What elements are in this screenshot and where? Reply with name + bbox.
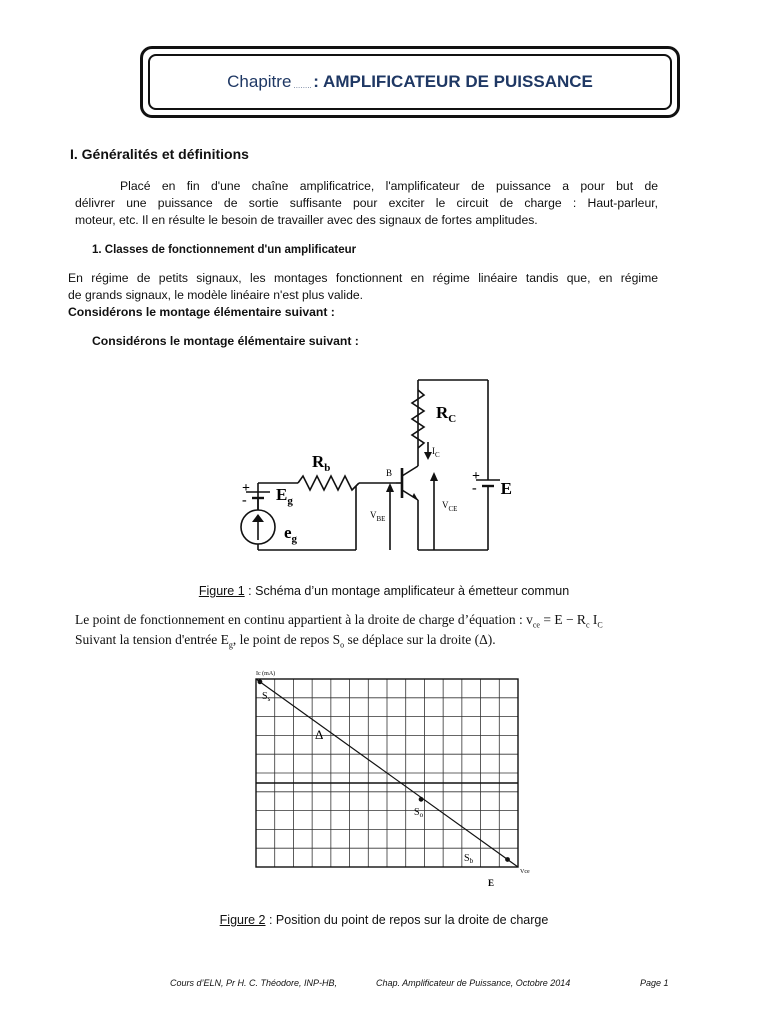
operating-point-line: Le point de fonctionnement en continu appartient à la droite de charge d’équation : $v_{ce} = E - R_c$ $I_C$ — [75, 612, 603, 630]
figure1-caption-text: : Schéma d’un montage amplificateur à émetteur commun — [244, 584, 570, 598]
figure2-caption — [0, 913, 768, 927]
intro-line-3: moteur, etc. Il en résulte le besoin de travailler avec des signaux de fortes amplitudes. — [75, 213, 538, 227]
delta-label: Δ — [315, 727, 324, 742]
subsection-heading: 1. Classes de fonctionnement d'un amplificateur — [92, 244, 357, 256]
regime-line-1: En régime de petits signaux, les montages fonctionnent en régime linéaire tandis que, en régime — [68, 271, 658, 285]
figure2-caption-label: Figure 2 — [219, 913, 266, 927]
y-axis-label: Ic (mA) — [256, 671, 276, 677]
point-sb — [505, 857, 510, 862]
point-so-label: $S_o$ — [414, 807, 424, 819]
considerons-line: Considérons le montage élémentaire suivant : — [92, 334, 359, 348]
vce-label: $V_{CE}$ — [442, 500, 458, 513]
vbe-label: $V_{BE}$ — [370, 510, 386, 523]
footer-course: Cours d’ELN, Pr H. C. Théodore, INP-HB, — [170, 978, 338, 988]
intro-line-1: Placé en fin d'une chaîne amplificatrice, l'amplificateur de puissance a pour but de — [120, 179, 658, 193]
figure1-caption-label: Figure 1 — [198, 584, 245, 598]
point-ss-label: $S_s$ — [262, 691, 271, 703]
input-voltage-line: Suivant la tension d'entrée $E_g$, le point de repos $S_o$ se déplace sur la droite (Δ). — [75, 632, 496, 650]
b-label: B — [386, 468, 393, 478]
circuit-schematic — [228, 368, 518, 558]
e-label: E — [500, 479, 512, 498]
regime-line-2: de grands signaux, le modèle linéaire n'est plus valide. — [68, 288, 364, 302]
eg-label: $E_g$ — [276, 485, 293, 507]
chapter-name: : AMPLIFICATEUR DE PUISSANCE — [313, 72, 593, 91]
chapter-number-placeholder: …….. — [293, 83, 312, 90]
figure1-caption — [0, 584, 768, 598]
regime-line-3: Considérons le montage élémentaire suivant : — [68, 305, 335, 319]
footer-page: Page 1 — [640, 978, 669, 988]
x-axis-label: Vce — [520, 869, 530, 875]
plus-sign-left: + — [242, 481, 250, 496]
minus-sign-left: - — [242, 493, 247, 508]
point-ss — [258, 679, 263, 684]
figure2-caption-text: : Position du point de repos sur la droite de charge — [265, 913, 549, 927]
rc-label: $R_C$ — [436, 403, 457, 425]
footer-chapter: Chap. Amplificateur de Puissance, Octobre 2014 — [376, 978, 571, 988]
e-axis-label: E — [488, 878, 495, 888]
minus-sign-right: - — [472, 481, 477, 496]
point-so — [419, 797, 424, 802]
point-sb-label: $S_b$ — [464, 853, 474, 865]
intro-line-2: délivrer une puissance de sortie suffisante pour exciter le circuit de charge : Haut-parleur, — [75, 196, 658, 210]
rb-label: $R_b$ — [312, 452, 331, 474]
load-line-chart — [238, 665, 528, 890]
chapter-title — [148, 54, 672, 110]
ic-label: $I_C$ — [432, 446, 440, 459]
chapter-word: Chapitre — [227, 72, 292, 91]
plus-sign-right: + — [472, 469, 480, 484]
small-eg-label: $e_g$ — [284, 523, 298, 545]
section-heading: I. Généralités et définitions — [70, 146, 249, 162]
